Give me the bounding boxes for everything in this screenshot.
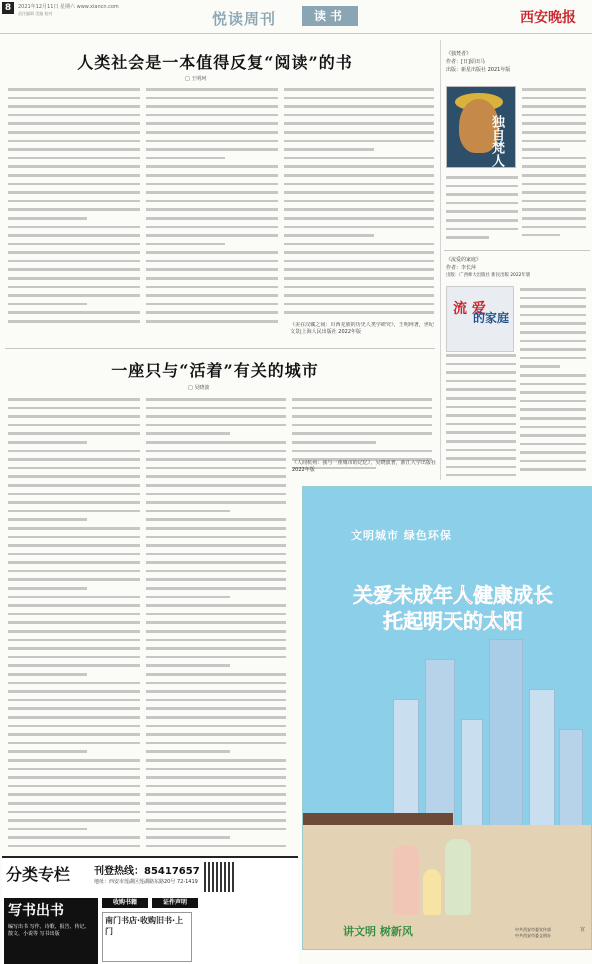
building <box>393 699 419 829</box>
block-text: 编写出书 写作、诗歌、报告、传记、散文、小说等 写书出版 <box>8 924 90 937</box>
sidebar-col-1 <box>522 86 586 236</box>
classified-small-print <box>196 912 296 962</box>
article-1-source: 《美在汉藏之间：川西羌族的历史人类学研究》，王明珂著，世纪文景|上海人民出版社 2022年版 <box>290 322 434 335</box>
person-figure <box>445 839 471 915</box>
book-1-publisher: 出版：新星出版社 2021年版 <box>446 67 511 73</box>
article-1-byline: □ 王明珂 <box>185 76 207 82</box>
poster-headline-2: 托起明天的太阳 <box>383 609 523 633</box>
article-2-byline: □ 吴晓波 <box>188 385 210 391</box>
poster-organizers <box>515 927 551 939</box>
book-1-title: 《独梵者》 <box>446 51 472 57</box>
tab-buy-books: 收购书籍 <box>102 898 148 908</box>
brand-logo: 西安晚报 <box>520 10 576 26</box>
classified-block <box>4 898 98 964</box>
poster-slogan: 讲文明 树新风 <box>343 925 413 938</box>
child-figure <box>423 869 441 915</box>
poster-headline-1: 关爱未成年人健康成长 <box>353 583 553 607</box>
divider <box>5 348 435 349</box>
building <box>559 729 583 829</box>
public-service-poster <box>302 486 592 950</box>
sidebar-col-4 <box>446 352 516 476</box>
editor-line: 责任编辑 美编 校对 <box>18 11 53 16</box>
book-1-author: 作者：[日]原田马 <box>446 59 485 65</box>
book-2-publisher: 出版：广西师大出版社 新民出版 2022年版 <box>446 273 531 278</box>
classified-hotline: 刊登热线：85417657 <box>94 866 200 877</box>
classified-address: 地址：西安市莲湖区莲湖路东路20号 72-1419 <box>94 879 198 885</box>
classified-title: 分类专栏 <box>6 865 71 884</box>
article-2-source: 《人间杭州：我与一座城市的记忆》，吴晓波著，浙江大学出版社 2022年版 <box>292 460 436 473</box>
book-cover-2 <box>446 286 514 352</box>
building <box>425 659 455 829</box>
article-1-col-1 <box>8 86 140 326</box>
building <box>461 719 483 829</box>
weekly-title: 悦读周刊 <box>212 10 277 28</box>
sidebar-col-3 <box>520 286 586 476</box>
block-title: 写书出书 <box>8 903 64 919</box>
article-2-col-1 <box>8 396 140 848</box>
poster-org-tail: 宣 <box>579 927 585 933</box>
building <box>529 689 555 829</box>
organizer-1: 中共西安市委宣传部 <box>515 927 551 932</box>
book-2-author: 作者：李长萍 <box>446 265 477 271</box>
book-2-title: 《流爱的家庭》 <box>446 257 482 263</box>
poster-banner: 文明城市 绿色环保 <box>351 529 452 542</box>
building <box>489 639 523 829</box>
column-divider <box>440 40 441 480</box>
tab-notices: 证件声明 <box>152 898 198 908</box>
sidebar-divider <box>444 250 590 251</box>
cover-title-2: 流 爱 <box>453 301 486 317</box>
sidebar-col-2 <box>446 174 518 244</box>
article-2-col-2 <box>146 396 286 848</box>
organizer-2: 中共西安市委文明办 <box>515 933 551 938</box>
article-2-title: 一座只与“活着”有关的城市 <box>111 361 319 380</box>
cover-title: 独自梵人 <box>489 115 504 167</box>
classified-ad: 南门书店·收购旧书·上门 <box>102 912 192 962</box>
date-line: 2021年12月11日 星期六 www.xiancn.com <box>18 4 119 10</box>
article-1-title: 人类社会是一本值得反复“阅读”的书 <box>77 53 353 72</box>
masthead <box>0 0 592 34</box>
article-1-col-2 <box>146 86 278 326</box>
article-1-col-3 <box>284 86 434 320</box>
section-tab: 读书 <box>302 6 358 26</box>
book-cover-1 <box>446 86 516 168</box>
page-number: 8 <box>2 2 14 14</box>
classified-section <box>2 856 298 964</box>
person-figure <box>393 845 419 915</box>
cover-subtitle-2: 的家庭 <box>473 311 510 325</box>
qr-code <box>204 862 234 892</box>
